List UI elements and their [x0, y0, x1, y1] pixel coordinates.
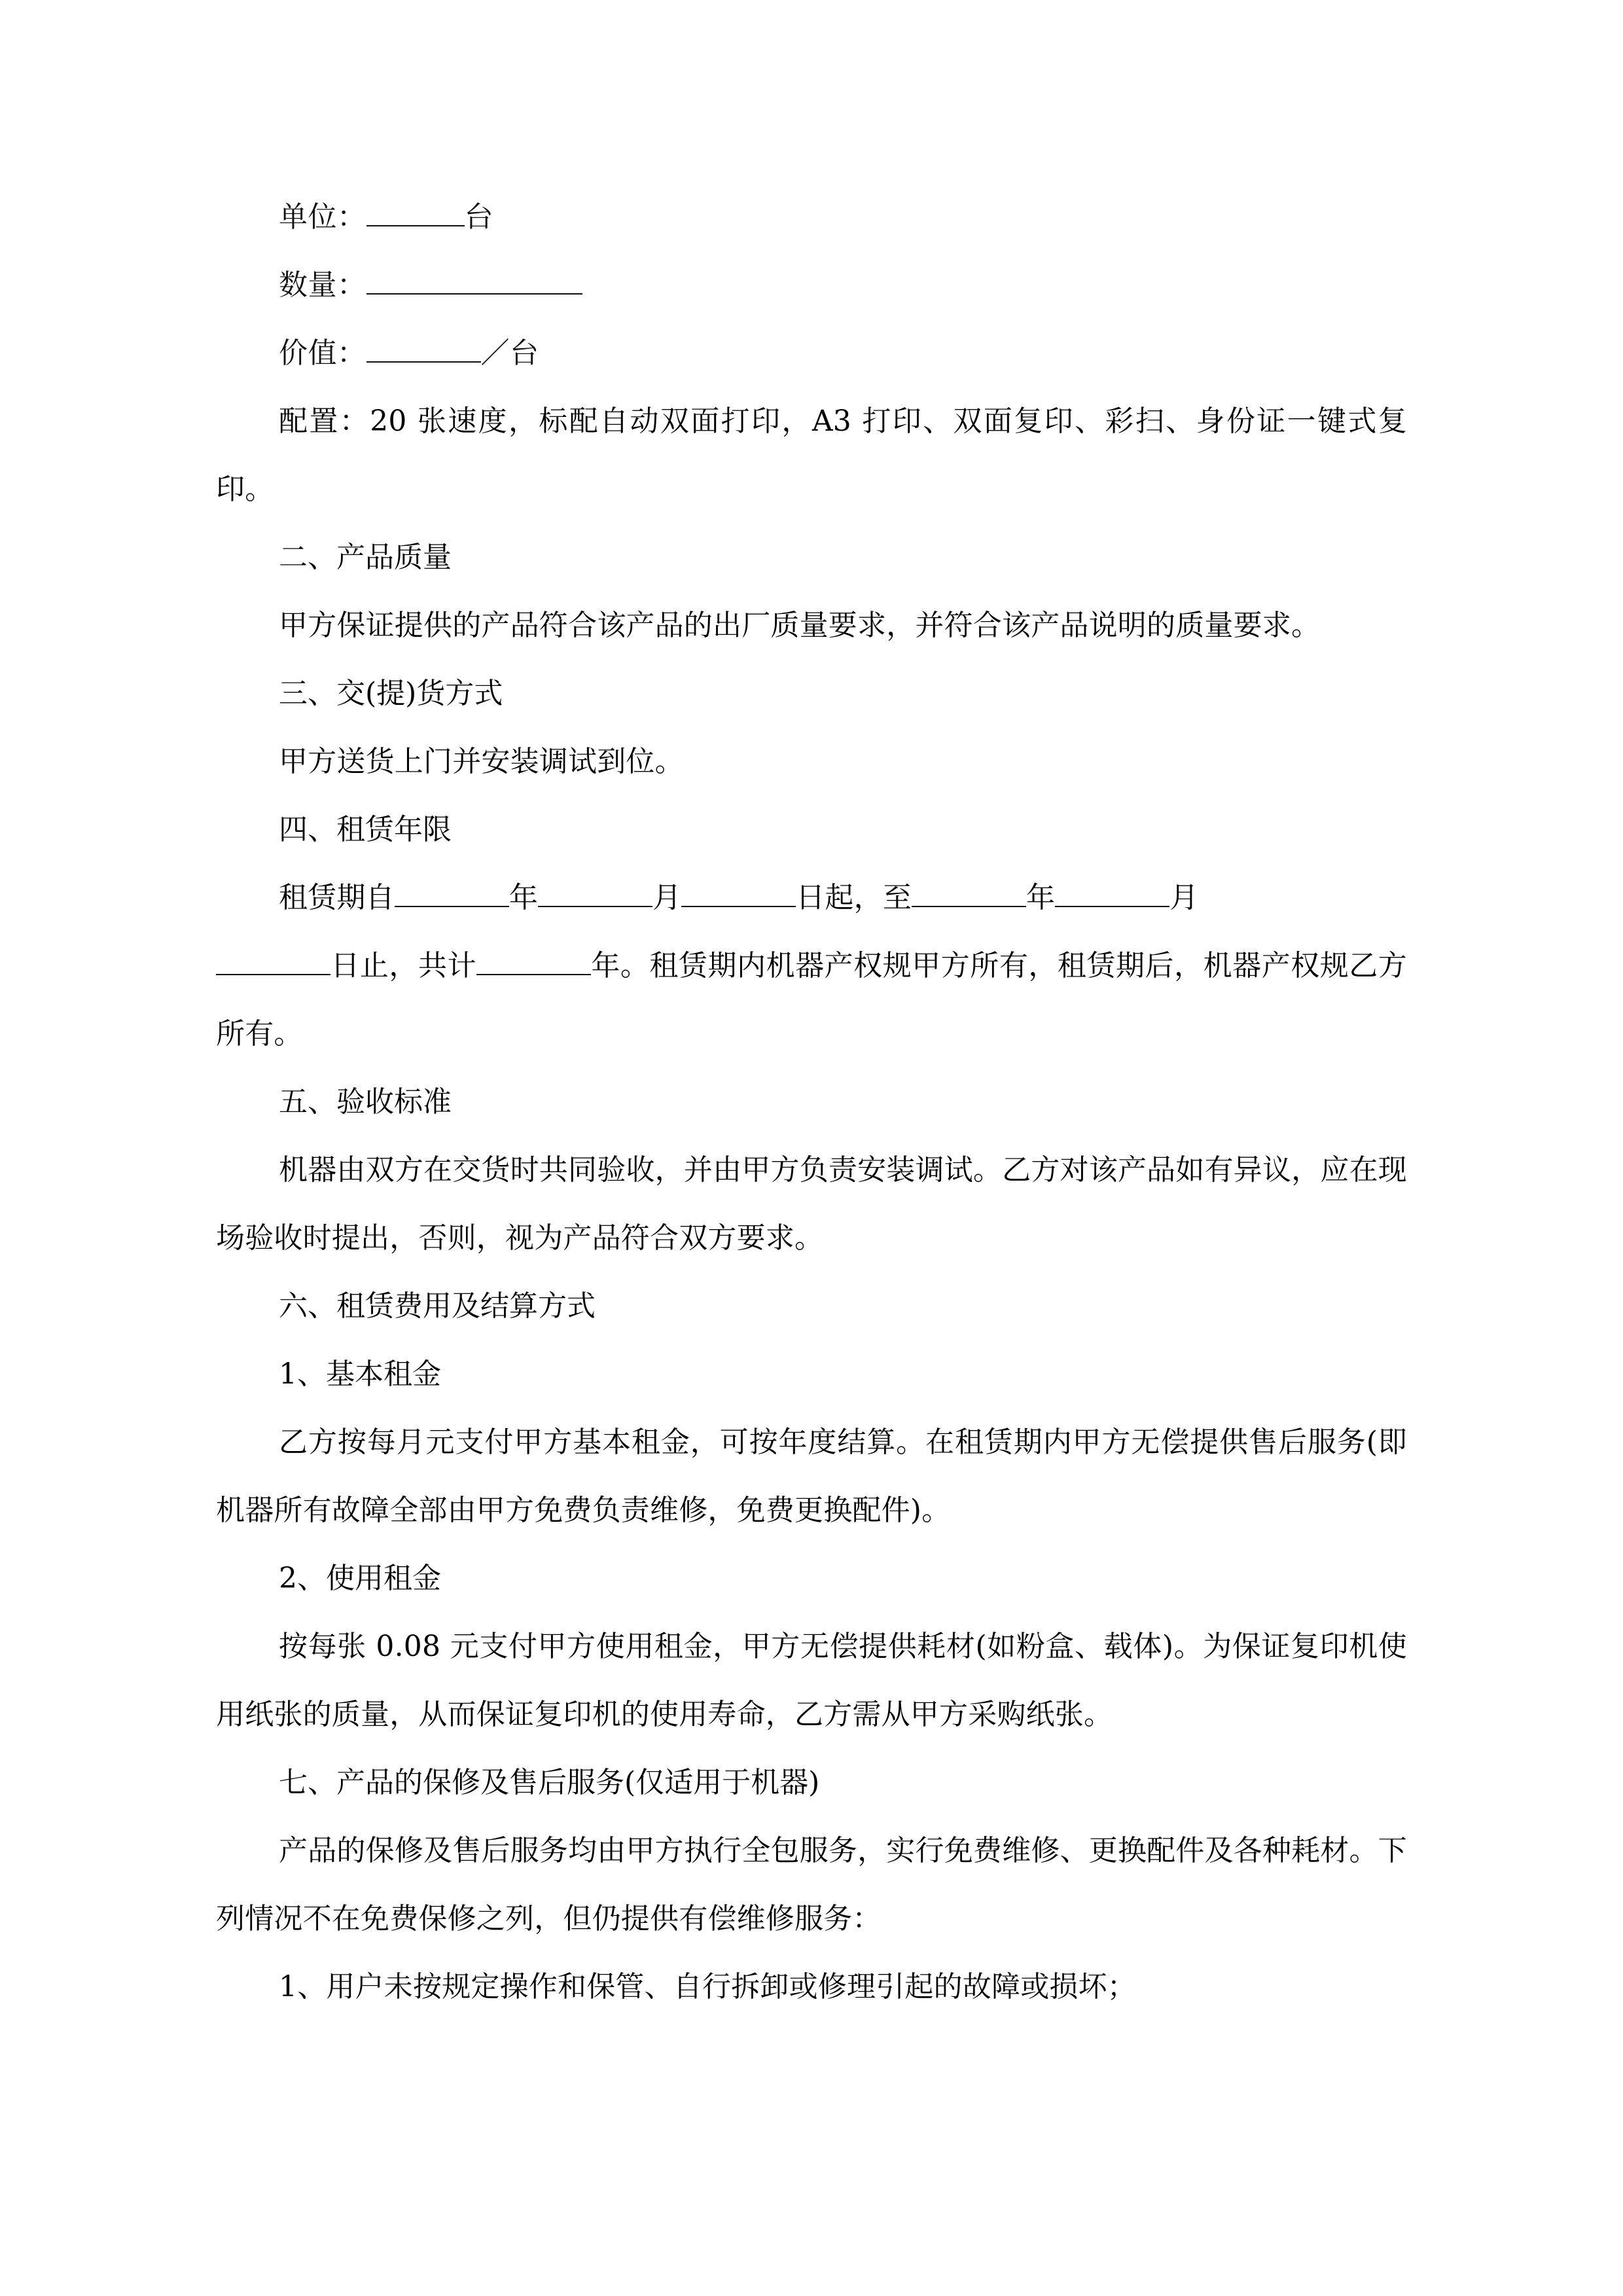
field-unit-row [216, 183, 1407, 251]
lease-term-text-g: 日止，共计 [330, 949, 477, 982]
lease-term-text-c: 月 [652, 881, 682, 914]
lease-start-month-blank[interactable] [538, 877, 652, 907]
section-body-3: 甲方送货上门并安装调试到位。 [279, 745, 684, 778]
section-heading-5: 五、验收标准 [279, 1085, 452, 1119]
lease-term-text-b: 年 [508, 881, 539, 914]
lease-end-day-blank[interactable] [216, 945, 330, 975]
fee-item-1-body: 乙方按每月元支付甲方基本租金，可按年度结算。在租赁期内甲方无偿提供售后服务(即机器所有故障全部由甲方免费负责维修，免费更换配件)。 [216, 1426, 1407, 1527]
field-quantity-row [216, 251, 1407, 319]
section-heading-3: 三、交(提)货方式 [279, 677, 503, 710]
field-value-suffix: ／台 [480, 336, 539, 370]
field-unit-label: 单位： [279, 200, 366, 234]
field-value-label: 价值： [279, 336, 366, 370]
lease-term-text-d: 日起，至 [796, 881, 912, 914]
field-unit-suffix: 台 [464, 200, 493, 234]
lease-end-month-blank[interactable] [1055, 877, 1169, 907]
lease-term-text-f: 月 [1169, 881, 1199, 914]
warranty-item-1: 1、用户未按规定操作和保管、自行拆卸或修理引起的故障或损坏； [279, 1970, 1136, 2003]
field-quantity-label: 数量： [279, 268, 366, 302]
field-value-blank[interactable] [366, 332, 481, 363]
lease-total-years-blank[interactable] [476, 945, 591, 975]
lease-end-year-blank[interactable] [912, 877, 1026, 907]
field-quantity-blank[interactable] [366, 264, 582, 295]
document-body [216, 183, 1407, 2021]
field-value-row [216, 319, 1407, 387]
section-heading-7: 七、产品的保修及售后服务(仅适用于机器) [279, 1766, 820, 1799]
lease-term-text-a: 租赁期自 [279, 881, 395, 914]
lease-term-paragraph-cont [216, 932, 1407, 1068]
section-heading-6: 六、租赁费用及结算方式 [279, 1289, 596, 1323]
section-heading-4: 四、租赁年限 [279, 813, 452, 846]
section-heading-2: 二、产品质量 [279, 541, 452, 574]
fee-item-2-body: 按每张 0.08 元支付甲方使用租金，甲方无偿提供耗材(如粉盒、载体)。为保证复印机使用纸张的质量，从而保证复印机的使用寿命，乙方需从甲方采购纸张。 [216, 1630, 1407, 1731]
section-body-7: 产品的保修及售后服务均由甲方执行全包服务，实行免费维修、更换配件及各种耗材。下列情况不在免费保修之列，但仍提供有偿维修服务： [216, 1834, 1407, 1935]
section-body-2: 甲方保证提供的产品符合该产品的出厂质量要求，并符合该产品说明的质量要求。 [279, 609, 1321, 642]
lease-start-day-blank[interactable] [681, 877, 796, 907]
configuration-paragraph: 配置：20 张速度，标配自动双面打印，A3 打印、双面复印、彩扫、身份证一键式复印。 [216, 404, 1407, 506]
field-unit-blank[interactable] [366, 196, 465, 226]
section-body-5: 机器由双方在交货时共同验收，并由甲方负责安装调试。乙方对该产品如有异议，应在现场验收时提出，否则，视为产品符合双方要求。 [216, 1153, 1407, 1255]
lease-term-text-e: 年 [1026, 881, 1056, 914]
fee-item-2-title: 2、使用租金 [279, 1562, 441, 1595]
lease-term-text-h: 年。租赁期内机器产权规甲方所有，租赁期后，机器产权规乙方所有。 [216, 949, 1407, 1050]
lease-term-paragraph [216, 864, 1407, 932]
lease-start-year-blank[interactable] [395, 877, 509, 907]
fee-item-1-title: 1、基本租金 [279, 1357, 441, 1391]
